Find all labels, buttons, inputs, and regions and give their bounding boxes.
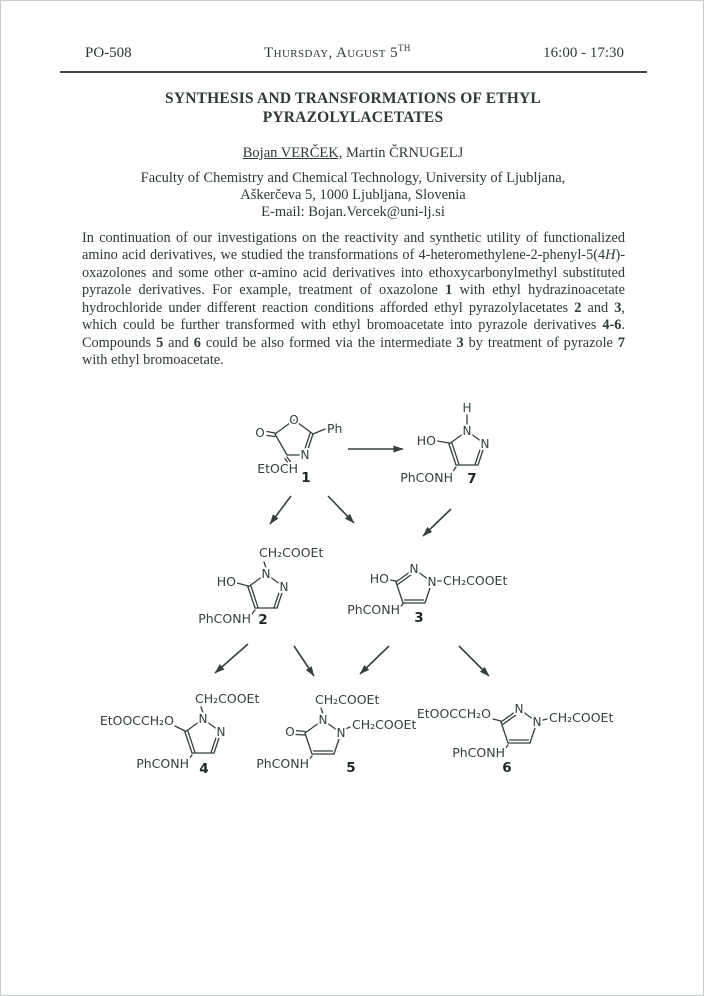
compound-5-chain-right-label: CH₂COOEt <box>352 717 417 732</box>
affiliation-line2: Aškerčeva 5, 1000 Ljubljana, Slovenia <box>240 187 466 203</box>
session-date-ordinal: TH <box>397 43 411 53</box>
compound-5-chain-top-label: CH₂COOEt <box>315 692 380 707</box>
compound-7-hydroxy-label: HO <box>416 433 436 448</box>
arrow-2-to-4 <box>215 644 248 673</box>
compound-6-n1-atom: N <box>532 715 542 729</box>
compound-3-structure <box>347 562 507 626</box>
abstract-paragraph: In continuation of our investigations on the reactivity and synthetic utility of functionalized amino acid derivatives, we studied the transformations of 4-heteromethylene-2-phenyl-5(4H)-oxazolones and some other α-amino acid derivatives into ethoxycarbonylmethyl substituted pyrazole derivatives. For example, treatment of oxazolone 1 with ethyl hydrazinoacetate hydrochloride under different reaction conditions afforded ethyl pyrazolylacetates 2 and 3, which could be further transformed with ethyl bromoacetate into pyrazole derivatives 4-6. Compounds 5 and 6 could be also formed via the intermediate 3 by treatment of pyrazole 7 with ethyl bromoacetate. <box>82 230 625 369</box>
compound-2-hydroxy-label: HO <box>216 574 236 589</box>
compound-5-structure <box>256 692 416 776</box>
compound-2-structure <box>198 545 323 628</box>
arrow-3-to-5 <box>360 646 389 674</box>
compound-6-n2-atom: N <box>514 702 524 716</box>
compound-2-chain-label: CH₂COOEt <box>259 545 324 560</box>
compound-7-nh-hydrogen: H <box>462 401 472 415</box>
author-coauthor: Martin ČRNUGELJ <box>342 145 464 161</box>
compound-3-n1-atom: N <box>427 575 437 589</box>
compound-7-amide-label: PhCONH <box>400 470 453 485</box>
compound-2-n2-atom: N <box>279 580 289 594</box>
affiliation-block <box>1 170 704 221</box>
compound-6-number: 6 <box>502 760 512 776</box>
compound-6-amide-label: PhCONH <box>452 745 505 760</box>
compound-3-chain-label: CH₂COOEt <box>443 573 508 588</box>
arrow-1-to-3 <box>328 496 354 523</box>
compound-6-ether-label: EtOOCCH₂O <box>416 706 491 721</box>
compound-1-ring-n-atom: N <box>300 448 310 462</box>
paper-title-line1: SYNTHESIS AND TRANSFORMATIONS OF ETHYL <box>165 90 541 107</box>
email-line: E-mail: Bojan.Vercek@uni-lj.si <box>261 204 445 220</box>
page-header <box>61 43 646 62</box>
compound-4-n2-atom: N <box>216 725 226 739</box>
compound-4-ether-label: EtOOCCH₂O <box>99 713 174 728</box>
header-rule <box>60 71 647 73</box>
compound-4-chain-label: CH₂COOEt <box>195 691 260 706</box>
paper-title-line2: PYRAZOLYLACETATES <box>262 109 444 126</box>
compound-5-n1-atom: N <box>318 713 328 727</box>
compound-5-number: 5 <box>346 760 356 776</box>
paper-title <box>1 89 704 127</box>
compound-6-structure <box>417 702 614 776</box>
compound-7-n1-atom: N <box>462 424 472 438</box>
authors-line <box>1 145 704 162</box>
compound-2-amide-label: PhCONH <box>198 611 251 626</box>
session-code: PO-508 <box>85 45 132 61</box>
compound-5-amide-label: PhCONH <box>256 756 309 771</box>
compound-1-phenyl-label: Ph <box>327 421 343 436</box>
compound-3-amide-label: PhCONH <box>347 602 400 617</box>
reaction-scheme <box>63 393 643 801</box>
compound-4-amide-label: PhCONH <box>136 756 189 771</box>
arrow-2-to-5 <box>294 646 314 676</box>
compound-6-chain-label: CH₂COOEt <box>549 710 614 725</box>
arrow-1-to-2 <box>270 496 291 524</box>
compound-1-structure <box>255 413 342 486</box>
author-presenting: Bojan VERČEK, <box>242 145 343 161</box>
compound-1-keto-o-atom: O <box>255 426 265 440</box>
affiliation-line1: Faculty of Chemistry and Chemical Technology, University of Ljubljana, <box>140 170 566 186</box>
compound-3-number: 3 <box>414 610 424 626</box>
session-date <box>264 43 411 62</box>
compound-3-n2-atom: N <box>409 562 419 576</box>
compound-1-number: 1 <box>301 470 311 486</box>
compound-1-ring-o-atom: O <box>289 413 299 427</box>
session-date-text: Thursday, August 5 <box>264 45 398 61</box>
compound-5-keto-o-atom: O <box>285 725 295 739</box>
compound-7-structure <box>400 401 489 487</box>
compound-4-structure <box>100 691 260 777</box>
compound-7-n2-atom: N <box>480 437 490 451</box>
compound-2-number: 2 <box>258 612 268 628</box>
session-time: 16:00 - 17:30 <box>543 45 624 61</box>
compound-1-enol-ether-label: EtOCH <box>257 461 298 476</box>
compound-7-number: 7 <box>467 471 477 487</box>
compound-3-hydroxy-label: HO <box>369 571 389 586</box>
arrow-3-to-6 <box>459 646 489 676</box>
compound-4-n1-atom: N <box>198 712 208 726</box>
arrow-7-to-3 <box>423 509 451 536</box>
compound-5-n2-atom: N <box>336 726 346 740</box>
compound-4-number: 4 <box>199 761 209 777</box>
compound-2-n1-atom: N <box>261 567 271 581</box>
